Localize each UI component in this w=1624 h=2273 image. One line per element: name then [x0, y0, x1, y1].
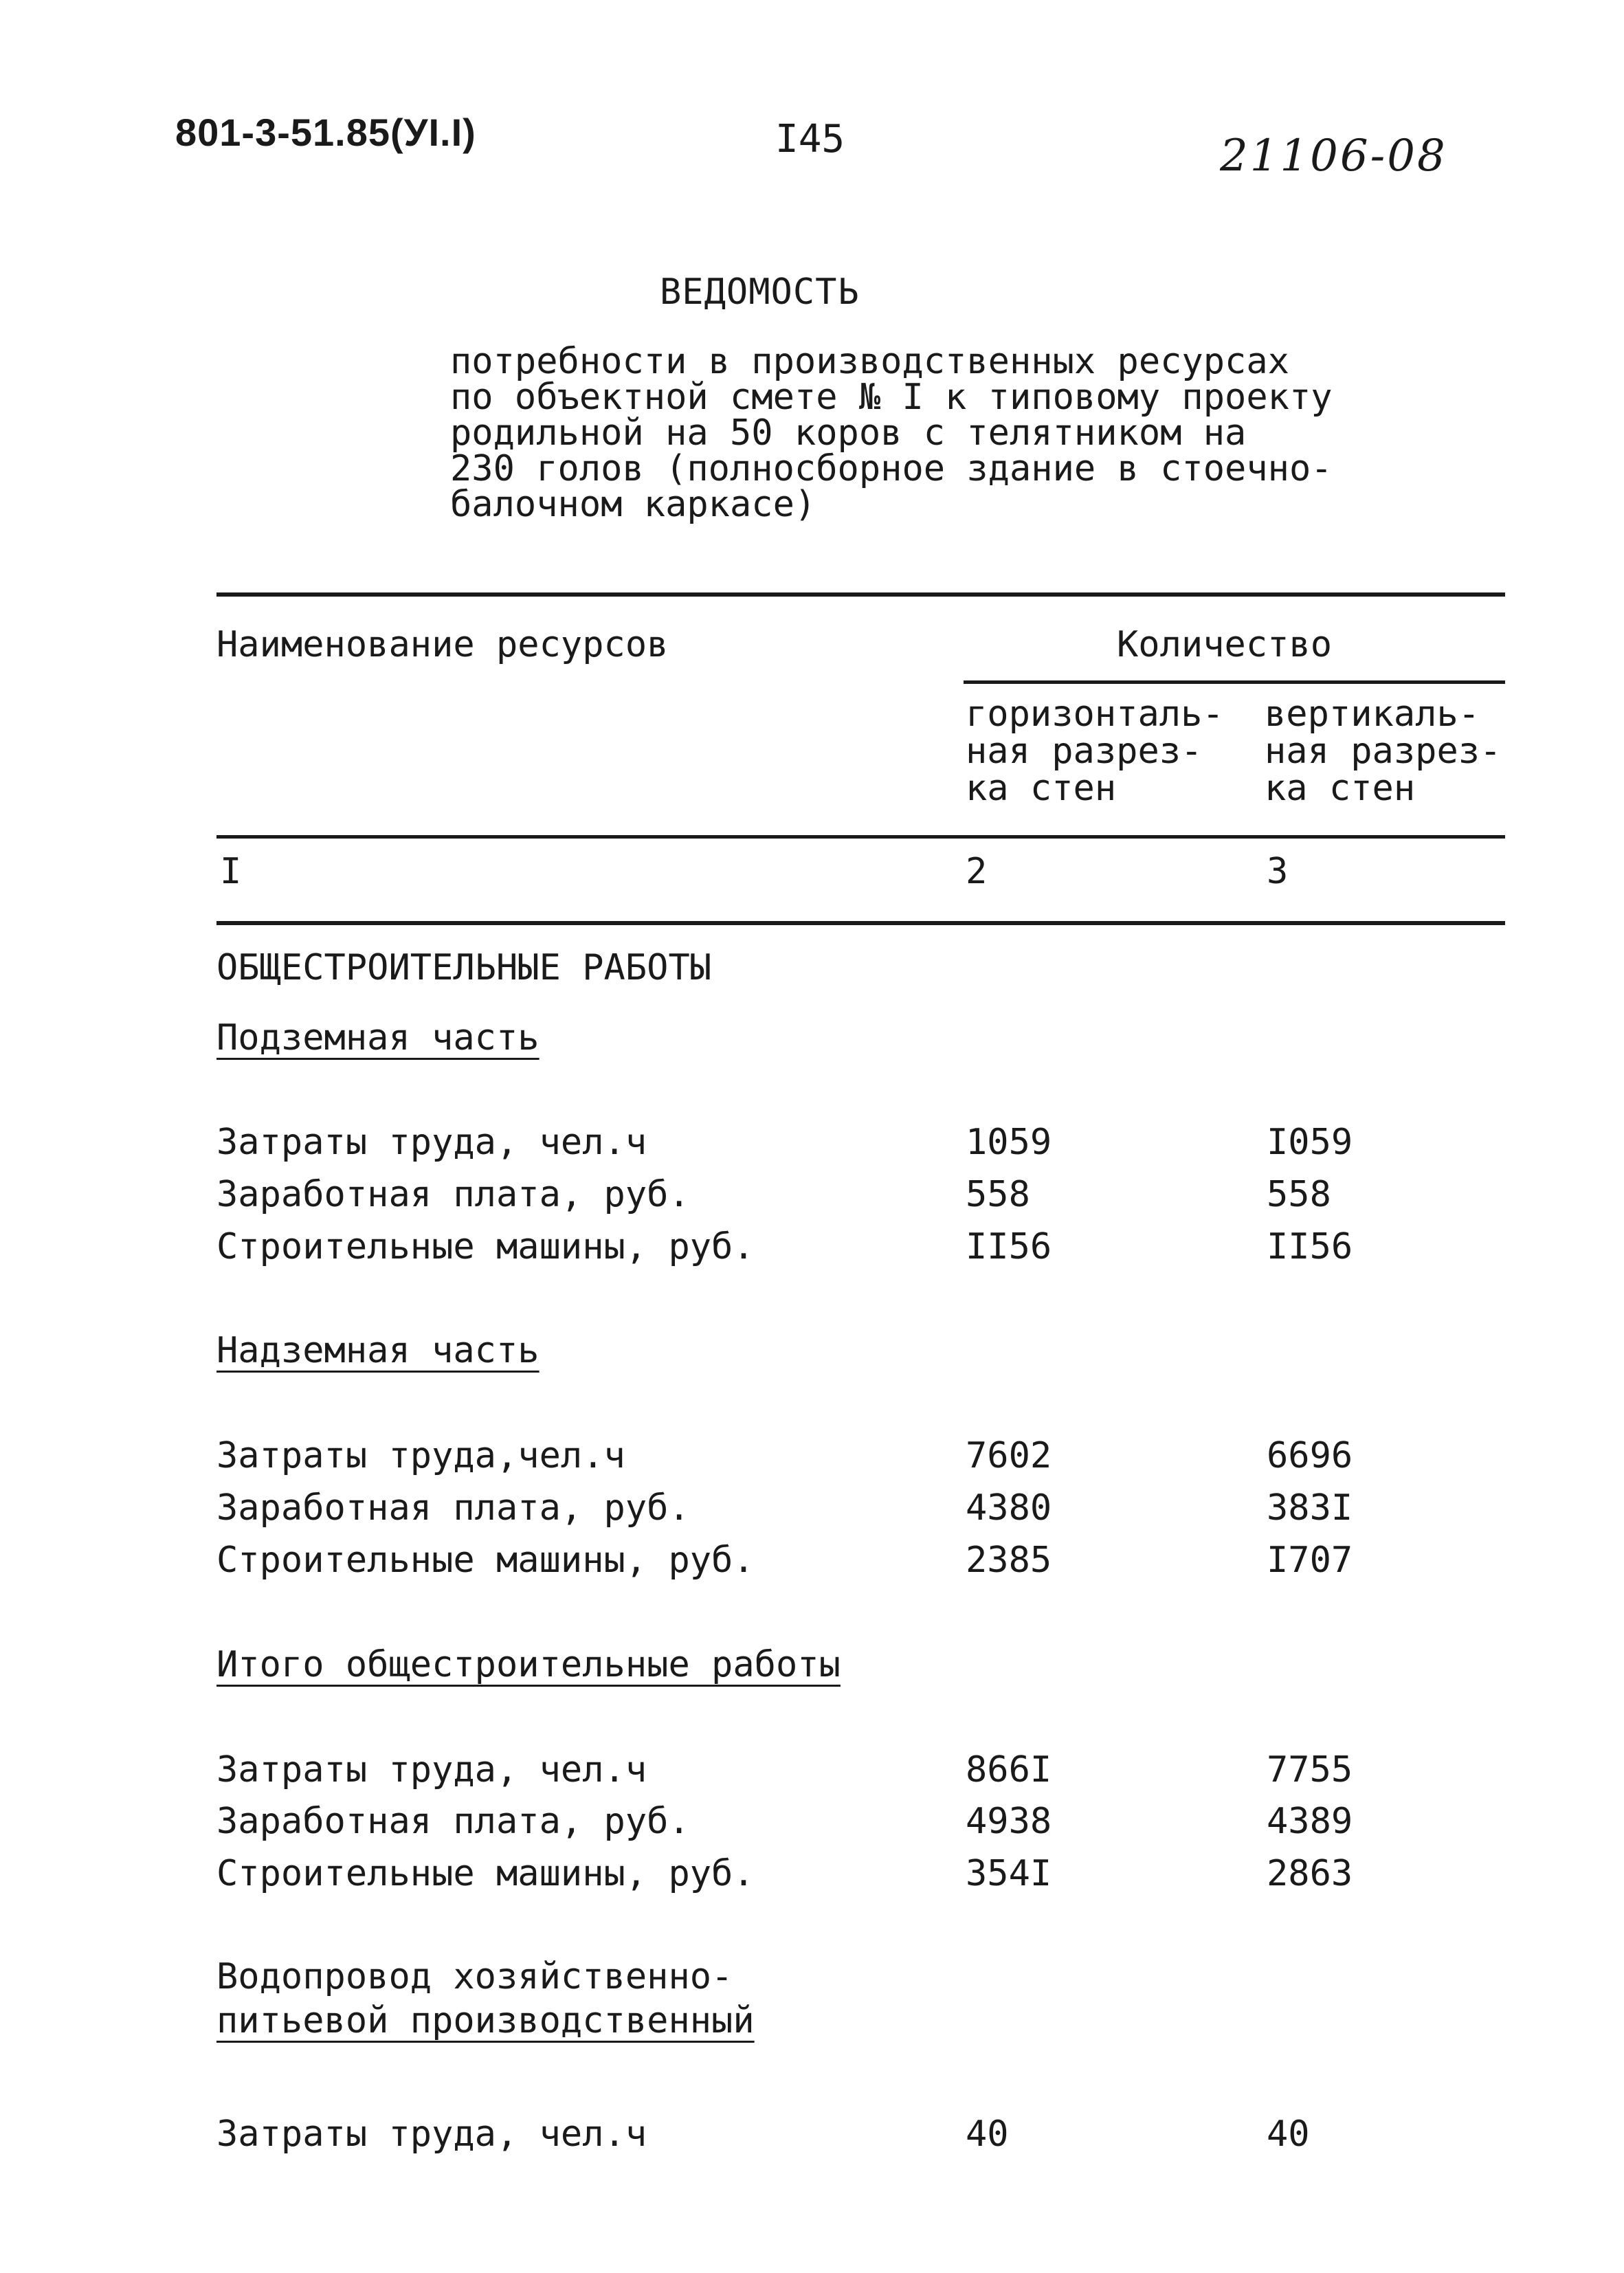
row-label: Затраты труда, чел.ч — [216, 1122, 647, 1163]
row-label: Затраты труда, чел.ч — [216, 1749, 647, 1790]
row-col2: 40 — [966, 2114, 1009, 2155]
quantity-header-rule — [964, 680, 1505, 684]
document-subtitle — [450, 341, 1333, 525]
document-code: 801-3-51.85(УI.I) — [175, 111, 476, 154]
subtitle-line: балочном каркасе) — [450, 484, 816, 525]
row-col3: II56 — [1267, 1226, 1353, 1267]
subtitle-line: 230 голов (полносборное здание в стоечно- — [450, 448, 1333, 489]
col3-header-line: вертикаль- — [1265, 694, 1480, 735]
header-bottom-rule — [216, 835, 1505, 839]
row-col3: I707 — [1267, 1540, 1353, 1581]
group-heading: Итого общестроительные работы — [216, 1644, 841, 1685]
row-label: Затраты труда, чел.ч — [216, 2114, 647, 2155]
section-title: ОБЩЕСТРОИТЕЛЬНЫЕ РАБОТЫ — [216, 947, 712, 988]
page-number: I45 — [775, 117, 845, 162]
row-label: Строительные машины, руб. — [216, 1853, 755, 1894]
col2-number: 2 — [966, 851, 988, 892]
col3-header-line: ка стен — [1265, 768, 1416, 809]
row-col3: 558 — [1267, 1174, 1331, 1215]
document-title: ВЕДОМОСТЬ — [660, 271, 860, 313]
row-col3: 40 — [1267, 2114, 1310, 2155]
col2-header-line: ка стен — [966, 768, 1117, 809]
col1-number: I — [220, 851, 242, 892]
row-col2: 1059 — [966, 1122, 1052, 1163]
subtitle-line: родильной на 50 коров с телятником на — [450, 412, 1247, 454]
group-heading-line2: питьевой производственный — [216, 2000, 755, 2041]
col3-number: 3 — [1267, 851, 1289, 892]
row-col2: II56 — [966, 1226, 1052, 1267]
row-col3: 2863 — [1267, 1853, 1353, 1894]
subtitle-line: потребности в производственных ресурсах — [450, 341, 1289, 382]
row-col2: 4938 — [966, 1801, 1052, 1842]
row-col3: I059 — [1267, 1122, 1353, 1163]
row-label: Заработная плата, руб. — [216, 1174, 690, 1215]
row-label: Заработная плата, руб. — [216, 1487, 690, 1529]
row-label: Строительные машины, руб. — [216, 1540, 755, 1581]
handwritten-number: 21106-08 — [1220, 131, 1447, 181]
row-col3: 6696 — [1267, 1435, 1353, 1476]
row-col2: 354I — [966, 1853, 1052, 1894]
quantity-header: Количество — [1117, 624, 1333, 665]
col2-header — [966, 696, 1224, 807]
group-heading-line1: Водопровод хозяйственно- — [216, 1956, 733, 1997]
table-top-rule — [216, 592, 1505, 597]
row-label: Строительные машины, руб. — [216, 1226, 755, 1267]
row-col2: 4380 — [966, 1487, 1052, 1529]
column-numbers-rule — [216, 921, 1505, 925]
col2-header-line: ная разрез- — [966, 731, 1203, 772]
row-col3: 7755 — [1267, 1749, 1353, 1790]
subtitle-line: по объектной смете № I к типовому проекту — [450, 377, 1333, 418]
col2-header-line: горизонталь- — [966, 694, 1224, 735]
col3-header-line: ная разрез- — [1265, 731, 1502, 772]
row-label: Затраты труда,чел.ч — [216, 1435, 625, 1476]
group-heading: Надземная часть — [216, 1330, 540, 1371]
row-col2: 558 — [966, 1174, 1030, 1215]
row-label: Заработная плата, руб. — [216, 1801, 690, 1842]
row-col2: 2385 — [966, 1540, 1052, 1581]
row-col3: 4389 — [1267, 1801, 1353, 1842]
row-col2: 7602 — [966, 1435, 1052, 1476]
row-col3: 383I — [1267, 1487, 1353, 1529]
row-col2: 866I — [966, 1749, 1052, 1790]
resource-name-header: Наименование ресурсов — [216, 624, 669, 665]
group-heading: Подземная часть — [216, 1017, 540, 1058]
col3-header — [1265, 696, 1501, 807]
